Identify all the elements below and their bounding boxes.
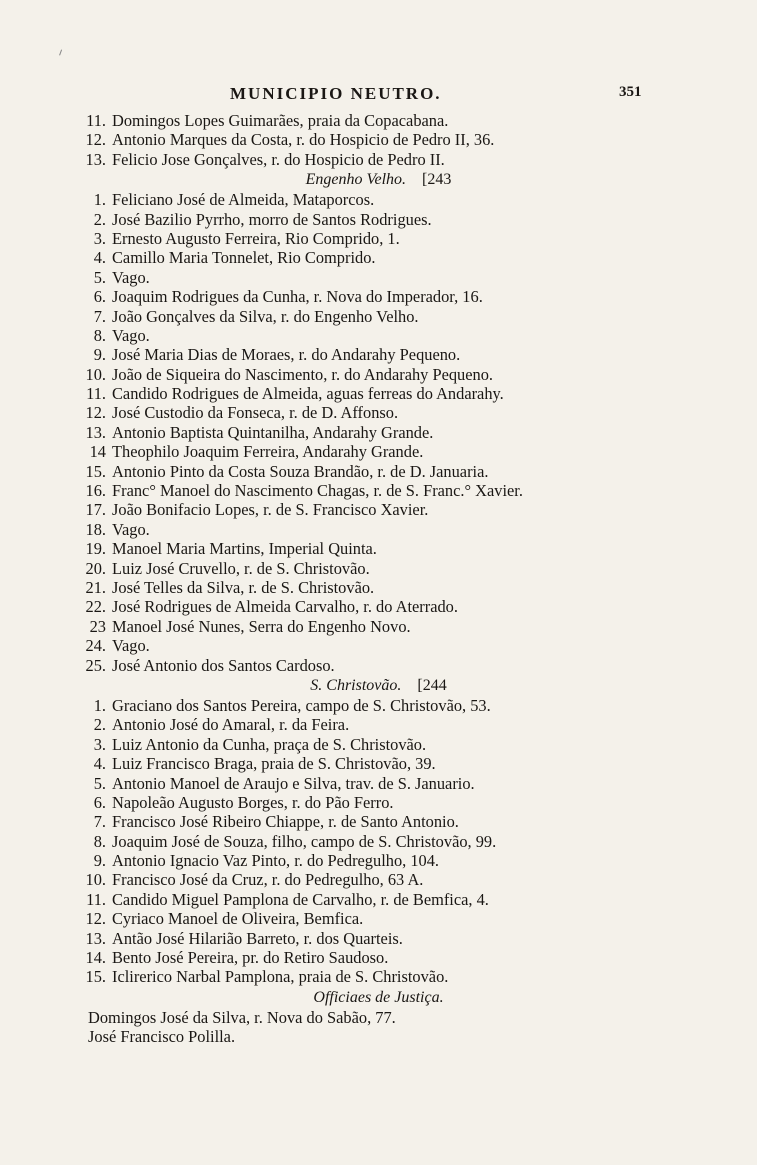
entry-text: Antão José Hilarião Barreto, r. dos Quarteis. — [112, 928, 403, 948]
entry-number: 10. — [85, 364, 106, 384]
entry-number: 15. — [85, 967, 106, 987]
list-item — [0, 735, 757, 754]
list-item — [0, 656, 757, 675]
page-header — [0, 84, 757, 108]
running-title: MUNICIPIO NEUTRO. — [230, 84, 442, 103]
entry-text: Ernesto Augusto Ferreira, Rio Comprido, 1. — [112, 228, 400, 248]
entry-text: Vago. — [112, 325, 150, 345]
entry-number: 5. — [93, 267, 106, 287]
list-item — [0, 500, 757, 519]
entry-text: Vago. — [112, 267, 150, 287]
officials-heading: Officiaes de Justiça. — [313, 988, 444, 1006]
entry-number: 12. — [85, 403, 106, 423]
list-item — [0, 617, 757, 636]
entry-text: Francisco José Ribeiro Chiappe, r. de Santo Antonio. — [112, 812, 459, 832]
entry-number: 9. — [93, 851, 106, 871]
section-heading — [0, 169, 757, 190]
list-item — [0, 636, 757, 655]
entry-number: 12. — [85, 130, 106, 150]
entry-text: Antonio Baptista Quintanilha, Andarahy Grande. — [112, 422, 434, 442]
list-item — [0, 229, 757, 248]
entry-number: 13. — [85, 422, 106, 442]
margin-mark — [59, 49, 65, 56]
entry-text: Bento José Pereira, pr. do Retiro Saudoso. — [112, 948, 389, 968]
entry-text: Antonio Pinto da Costa Souza Brandão, r. de D. Januaria. — [112, 461, 489, 481]
entry-number: 1. — [93, 190, 106, 210]
list-item — [0, 578, 757, 597]
entry-number: 16. — [85, 481, 106, 501]
entry-text: João de Siqueira do Nascimento, r. do Andarahy Pequeno. — [112, 364, 494, 384]
entry-number: 13. — [85, 928, 106, 948]
list-item — [0, 345, 757, 364]
list-item — [0, 190, 757, 209]
entry-text: Antonio José do Amaral, r. da Feira. — [112, 715, 350, 735]
list-item — [0, 130, 757, 149]
entry-text: Candido Rodrigues de Almeida, aguas ferreas do Andarahy. — [112, 384, 504, 404]
entry-text: José Telles da Silva, r. de S. Christovão. — [112, 577, 375, 597]
entry-text: Napoleão Augusto Borges, r. do Pão Ferro. — [112, 792, 394, 812]
entry-number: 2. — [93, 209, 106, 229]
entry-text: José Bazilio Pyrrho, morro de Santos Rodrigues. — [112, 209, 432, 229]
entry-number: 11. — [86, 111, 106, 130]
list-item — [0, 481, 757, 500]
entry-number: 19. — [85, 539, 106, 559]
entry-number: 8. — [93, 831, 106, 851]
list-item — [0, 287, 757, 306]
list-item — [0, 754, 757, 773]
entry-number: 20. — [85, 558, 106, 578]
list-item — [0, 774, 757, 793]
list-item — [0, 442, 757, 461]
entry-text: Vago. — [112, 519, 150, 539]
entry-text: João Gonçalves da Silva, r. do Engenho Velho. — [112, 306, 419, 326]
section-count: [244 — [417, 676, 447, 694]
list-item — [0, 403, 757, 422]
list-item — [0, 851, 757, 870]
list-item — [0, 268, 757, 287]
entry-text: Candido Miguel Pamplona de Carvalho, r. de Bemfica, 4. — [112, 889, 489, 909]
entry-text: Franc° Manoel do Nascimento Chagas, r. de S. Franc.° Xavier. — [112, 481, 523, 501]
entry-text: Feliciano José de Almeida, Mataporcos. — [112, 190, 375, 210]
entry-number: 2. — [93, 715, 106, 735]
section-heading — [0, 675, 757, 696]
entry-number: 22. — [85, 597, 106, 617]
list-item — [0, 111, 757, 130]
list-item — [0, 326, 757, 345]
entry-number: 17. — [85, 500, 106, 520]
entry-text: José Rodrigues de Almeida Carvalho, r. do Aterrado. — [112, 597, 458, 617]
entry-number: 4. — [93, 248, 106, 268]
entry-text: Joaquim Rodrigues da Cunha, r. Nova do Imperador, 16. — [112, 287, 483, 307]
entry-number: 12. — [85, 909, 106, 929]
list-item — [0, 462, 757, 481]
entry-number: 24. — [85, 636, 106, 656]
list-item — [0, 870, 757, 889]
list-item — [0, 812, 757, 831]
entry-number: 1. — [93, 695, 106, 715]
entry-text: Felicio Jose Gonçalves, r. do Hospicio de Pedro II. — [112, 149, 445, 169]
entry-number: 4. — [93, 754, 106, 774]
entry-text: Domingos Lopes Guimarães, praia da Copacabana. — [112, 111, 449, 130]
list-item — [0, 384, 757, 403]
entry-text: Theophilo Joaquim Ferreira, Andarahy Grande. — [112, 442, 424, 462]
entry-number: 18. — [85, 519, 106, 539]
entry-text: Antonio Manoel de Araujo e Silva, trav. de S. Januario. — [112, 773, 475, 793]
list-item — [0, 597, 757, 616]
entry-number: 10. — [85, 870, 106, 890]
entry-number: 3. — [93, 734, 106, 754]
entry-text: José Maria Dias de Moraes, r. do Andarahy Pequeno. — [112, 345, 461, 365]
entry-number: 13. — [85, 149, 106, 169]
entry-number: 9. — [93, 345, 106, 365]
entry-text: Graciano dos Santos Pereira, campo de S. Christovão, 53. — [112, 695, 491, 715]
entry-number: 5. — [93, 773, 106, 793]
list-item — [0, 909, 757, 928]
entry-number: 8. — [93, 325, 106, 345]
entry-text: Antonio Marques da Costa, r. do Hospicio de Pedro II, 36. — [112, 130, 495, 150]
list-item — [0, 715, 757, 734]
entry-text: Antonio Ignacio Vaz Pinto, r. do Pedregulho, 104. — [112, 851, 440, 871]
entry-number: 7. — [93, 812, 106, 832]
entry-text: Luiz Antonio da Cunha, praça de S. Christovão. — [112, 734, 427, 754]
list-item — [0, 559, 757, 578]
entry-text: Manoel Maria Martins, Imperial Quinta. — [112, 539, 377, 559]
entry-number: 21. — [85, 577, 106, 597]
entry-number: 3. — [93, 228, 106, 248]
list-item — [0, 793, 757, 812]
entry-text: João Bonifacio Lopes, r. de S. Francisco Xavier. — [112, 500, 429, 520]
entry-text: Manoel José Nunes, Serra do Engenho Novo. — [112, 616, 411, 636]
list-item — [0, 539, 757, 558]
entry-number: 14 — [89, 442, 106, 462]
section-title: S. Christovão. — [310, 676, 402, 694]
list-item — [0, 150, 757, 169]
entry-text: Luiz José Cruvello, r. de S. Christovão. — [112, 558, 370, 578]
entry-text: José Custodio da Fonseca, r. de D. Affonso. — [112, 403, 399, 423]
entry-number: 6. — [93, 287, 106, 307]
entry-number: 7. — [93, 306, 106, 326]
list-item — [0, 365, 757, 384]
entry-text: Luiz Francisco Braga, praia de S. Christovão, 39. — [112, 754, 436, 774]
entry-number: 11. — [86, 889, 106, 909]
list-item — [0, 696, 757, 715]
list-item — [0, 832, 757, 851]
entry-number: 6. — [93, 792, 106, 812]
list-item — [0, 520, 757, 539]
entry-text: Iclirerico Narbal Pamplona, praia de S. Christovão. — [112, 967, 449, 987]
entry-number: 14. — [85, 948, 106, 968]
list-item — [0, 248, 757, 267]
entry-text: Cyriaco Manoel de Oliveira, Bemfica. — [112, 909, 364, 929]
entry-text: Francisco José da Cruz, r. do Pedregulho, 63 A. — [112, 870, 424, 890]
list-item — [0, 423, 757, 442]
list-item — [0, 929, 757, 948]
section-count: [243 — [422, 171, 452, 189]
entry-number: 11. — [86, 384, 106, 404]
official-entry: José Francisco Polilla. — [88, 1027, 236, 1047]
entry-text: Vago. — [112, 636, 150, 656]
entry-number: 23 — [89, 616, 106, 636]
entry-text: Camillo Maria Tonnelet, Rio Comprido. — [112, 248, 376, 268]
section-title: Engenho Velho. — [305, 171, 407, 189]
list-item — [0, 967, 757, 986]
page-number: 351 — [619, 84, 642, 100]
entry-number: 25. — [85, 655, 106, 675]
entry-text: Joaquim José de Souza, filho, campo de S. Christovão, 99. — [112, 831, 497, 851]
entry-number: 15. — [85, 461, 106, 481]
list-item — [0, 307, 757, 326]
list-item — [0, 890, 757, 909]
entry-text: José Antonio dos Santos Cardoso. — [112, 655, 335, 675]
list-item — [0, 948, 757, 967]
list-item — [0, 210, 757, 229]
directory-page — [0, 111, 757, 1047]
official-entry: Domingos José da Silva, r. Nova do Sabão, 77. — [88, 1007, 396, 1027]
